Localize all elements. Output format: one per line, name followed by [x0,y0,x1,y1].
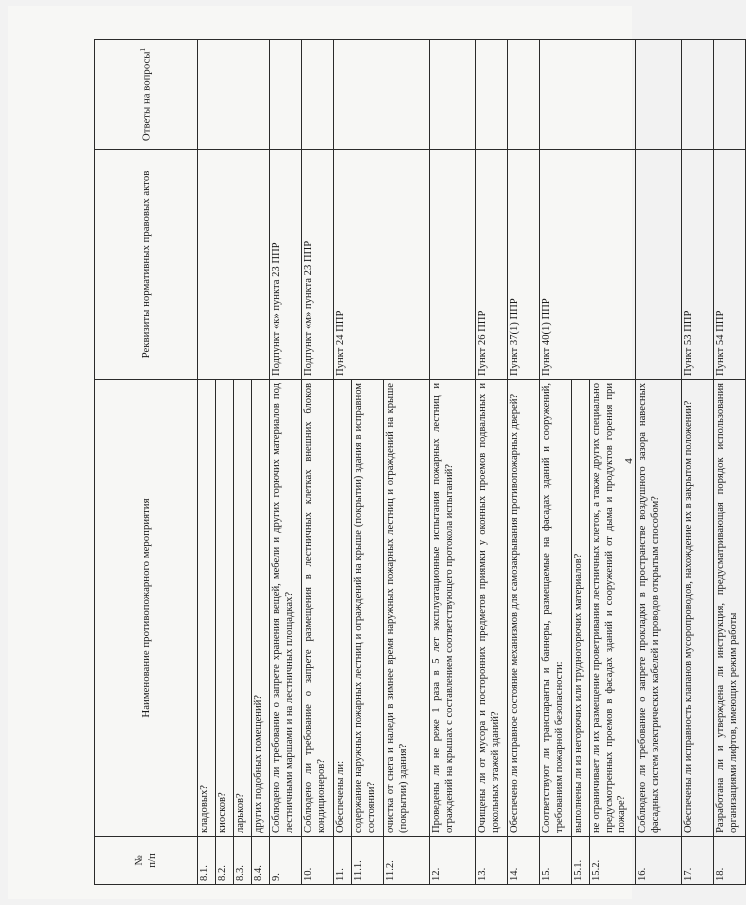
row-answer-cell[interactable] [198,40,270,150]
row-measure: Очищены ли от мусора и посторонних предметов приямки у оконных проемов подвальных и цокольных этажей зданий? [476,380,508,837]
row-measure: содержание наружных пожарных лестниц и ограждений на крыше (покрытии) здания в исправном состоянии? [352,380,384,837]
row-number: 18. [714,837,746,885]
document-page [8,6,739,899]
table-row [540,40,572,885]
row-measure: ларьков? [234,380,252,837]
row-number: 8.2. [216,837,234,885]
row-number: 15.1. [572,837,590,885]
row-reference: Пункт 40(1) ППР [540,150,636,380]
row-measure: Соблюдено ли требование о запрете хранения вещей, мебели и других горючих материалов под лестничными маршами и на лестничных площадках? [270,380,302,837]
table-row [302,40,334,885]
row-answer-cell[interactable] [540,40,636,150]
row-number: 12. [430,837,476,885]
header-number-abbrev: п/п [146,853,158,868]
row-answer-cell[interactable] [476,40,508,150]
row-measure: Разработана ли и утверждена ли инструкция, предусматривающая порядок использования организациями лифтов, имеющих режим работы [714,380,746,837]
row-number: 8.1. [198,837,216,885]
row-answer-cell[interactable] [714,40,746,150]
row-measure: очистка от снега и наледи в зимнее время наружных пожарных лестниц и ограждений на крыше (покрытии) здания? [384,380,430,837]
row-measure: Обеспечено ли исправное состояние механизмов для самозакрывания противопожарных дверей? [508,380,540,837]
row-reference [636,150,682,380]
row-number: 17. [682,837,714,885]
row-measure: киосков? [216,380,234,837]
row-measure: Обеспечены ли исправность клапанов мусоропроводов, нахождение их в закрытом положении? [682,380,714,837]
row-answer-cell[interactable] [636,40,682,150]
row-reference: Подпункт «к» пункта 23 ППР [270,150,302,380]
table-row [476,40,508,885]
table-row [270,40,302,885]
row-measure: не ограничивает ли их размещение проветривания лестничных клеток, а также других специально предусмотренных проемов в фасадах зданий и сооружений от дыма и продуктов горения при пожаре? [590,380,636,837]
row-number: 11. [334,837,352,885]
row-answer-cell[interactable] [334,40,430,150]
table-header-row [95,40,198,885]
row-answer-cell[interactable] [302,40,334,150]
row-number: 11.2. [384,837,430,885]
table-row [682,40,714,885]
row-reference: Пункт 53 ППР [682,150,714,380]
row-number: 9. [270,837,302,885]
row-measure: Проведены ли не реже 1 раза в 5 лет эксплуатационные испытания пожарных лестниц и ограждений на крышах с составлением соответствующего протокола испытаний? [430,380,476,837]
header-answers-footnote: 1 [138,47,147,52]
row-number: 11.1. [352,837,384,885]
row-measure: Соответствуют ли транспаранты и баннеры, размещаемые на фасадах зданий и сооружений, требованиям пожарной безопасности: [540,380,572,837]
row-number: 15. [540,837,572,885]
table-row [430,40,476,885]
header-legal-reference: Реквизиты нормативных правовых актов [95,150,198,380]
row-number: 13. [476,837,508,885]
header-answers [95,40,198,150]
rotated-table-container [94,40,739,885]
table-row [714,40,746,885]
row-answer-cell[interactable] [270,40,302,150]
row-measure: кладовых? [198,380,216,837]
header-number-symbol: № [133,855,146,866]
table-row [508,40,540,885]
row-measure: Соблюдено ли требование о запрете размещения в лестничных клетках внешних блоков кондиционеров? [302,380,334,837]
row-measure: других подобных помещений? [252,380,270,837]
row-reference [198,150,270,380]
table-row [334,40,352,885]
row-reference: Пункт 24 ППР [334,150,430,380]
row-reference: Пункт 26 ППР [476,150,508,380]
row-answer-cell[interactable] [508,40,540,150]
header-measure-name: Наименование противопожарного мероприятия [95,380,198,837]
header-number [95,837,198,885]
row-number: 16. [636,837,682,885]
row-measure: выполнены ли из негорючих или трудногорючих материалов? [572,380,590,837]
row-number: 8.4. [252,837,270,885]
row-reference: Пункт 37(1) ППР [508,150,540,380]
row-answer-cell[interactable] [430,40,476,150]
row-number: 15.2. [590,837,636,885]
row-reference [430,150,476,380]
row-number: 14. [508,837,540,885]
page-number: 4 [623,458,635,464]
fire-safety-checklist-table [94,39,746,885]
row-measure: Соблюдено ли требование о запрете прокладки в пространстве воздушного зазора навесных фасадных систем электрических кабелей и проводов открытым способом? [636,380,682,837]
table-row [198,40,216,885]
row-number: 8.3. [234,837,252,885]
row-number: 10. [302,837,334,885]
row-reference: Пункт 54 ППР [714,150,746,380]
header-answers-label: Ответы на вопросы [140,51,153,142]
row-answer-cell[interactable] [682,40,714,150]
row-reference: Подпункт «м» пункта 23 ППР [302,150,334,380]
row-measure: Обеспечены ли: [334,380,352,837]
table-row [636,40,682,885]
